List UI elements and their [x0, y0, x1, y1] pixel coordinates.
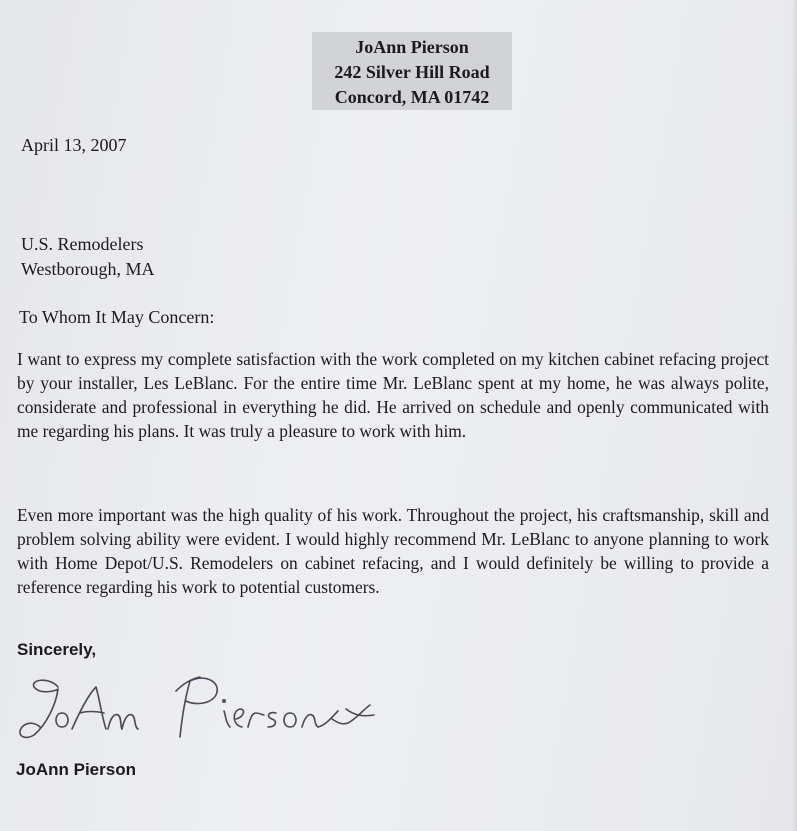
recipient-company: U.S. Remodelers [21, 234, 144, 254]
recipient-location: Westborough, MA [21, 259, 155, 279]
body-paragraph-2: Even more important was the high quality of his work. Throughout the project, his craftsmanship, skill and problem solving ability were evident. I would highly recommend Mr. LeBlanc to anyone planning to work with Home Depot/U.S. Remodelers on cabinet refacing, and I would definitely be willing to provide a reference regarding his work to potential customers. [17, 505, 769, 597]
letterhead [312, 32, 512, 110]
page-edge-shadow [791, 0, 797, 831]
letterhead-city: Concord, MA 01742 [334, 87, 490, 107]
letterhead-name: JoAnn Pierson [355, 37, 469, 57]
signer-name: JoAnn Pierson [16, 760, 136, 779]
letter-date: April 13, 2007 [21, 135, 127, 155]
handwritten-signature [10, 665, 390, 755]
body-paragraph-1: I want to express my complete satisfaction with the work completed on my kitchen cabinet refacing project by your installer, Les LeBlanc. For the entire time Mr. LeBlanc spent at my home, he was always polite, considerate and professional in everything he did. He arrived on schedule and openly communicated with me regarding his plans. It was truly a pleasure to work with him. [17, 349, 769, 441]
closing: Sincerely, [17, 640, 97, 659]
letterhead-street: 242 Silver Hill Road [334, 62, 490, 82]
recipient-address [21, 232, 155, 282]
salutation: To Whom It May Concern: [19, 307, 215, 327]
